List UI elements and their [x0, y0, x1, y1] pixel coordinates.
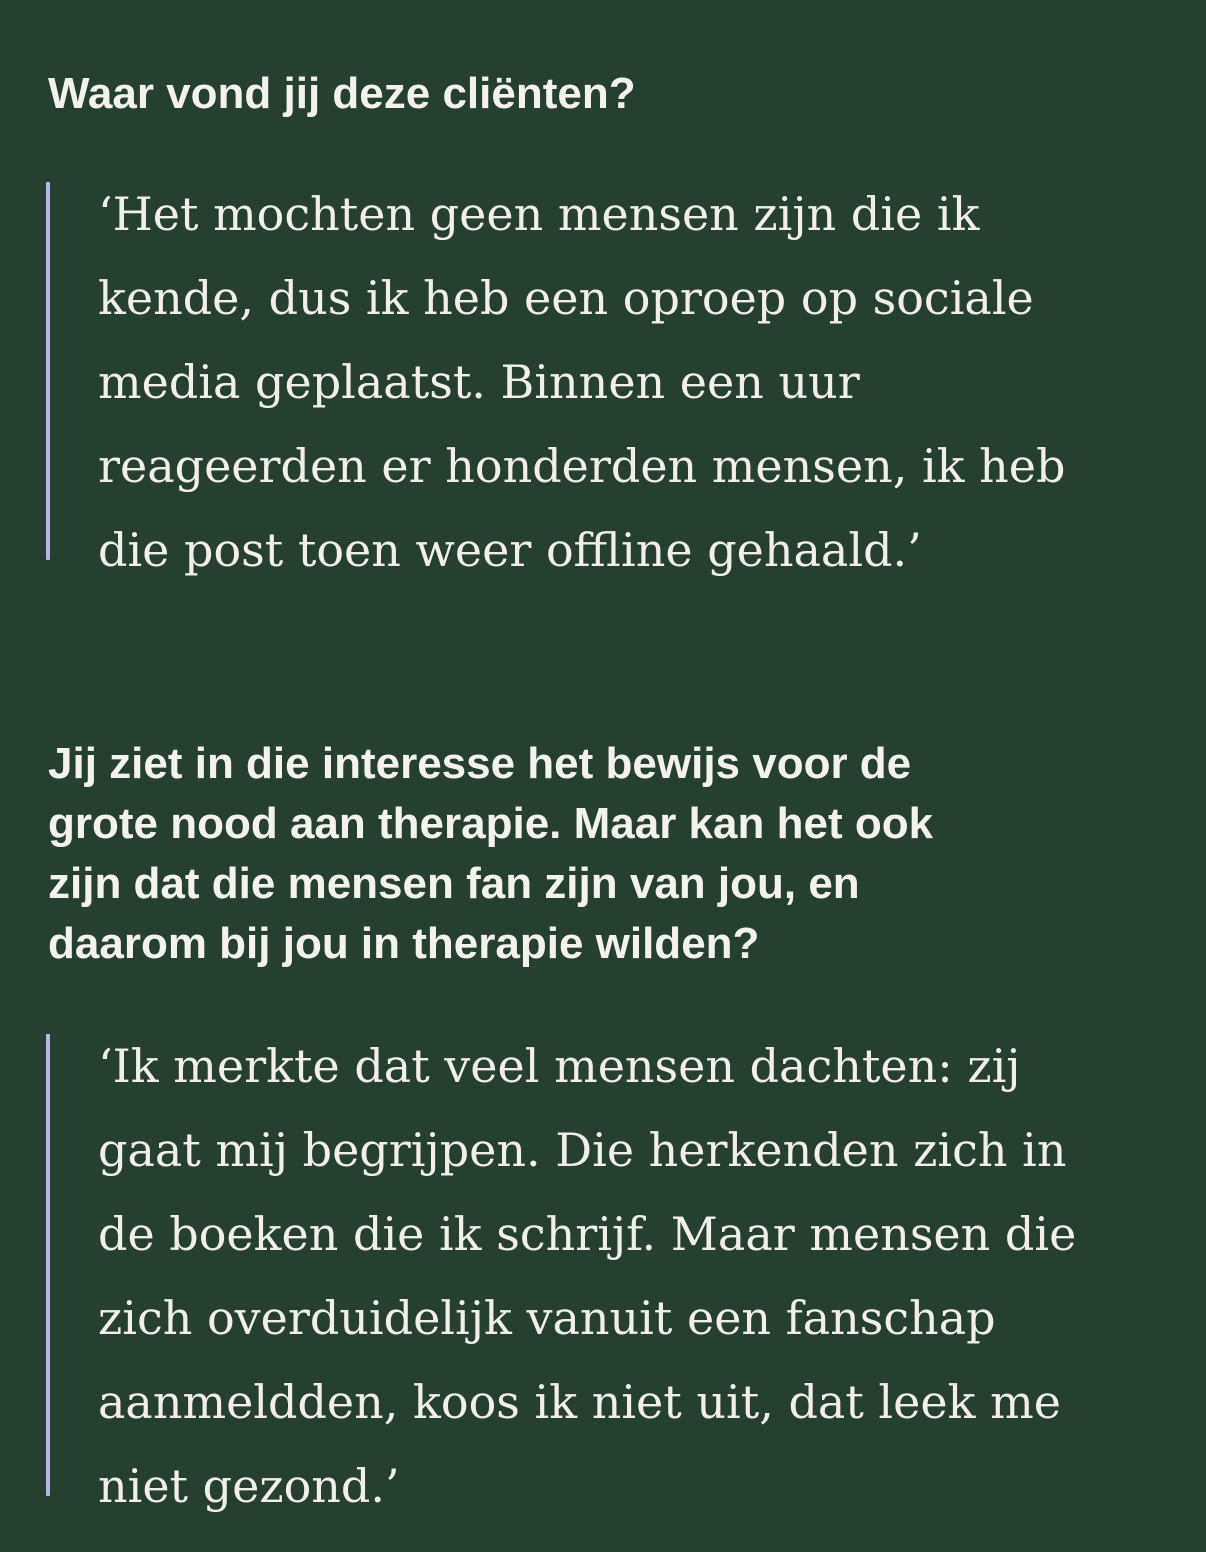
quote-text: ‘Ik merkte dat veel mensen dachten: zij gaat mij begrijpen. Die herkenden zich in de boeken die ik schrijf. Maar mensen die zich overduidelijk vanuit een fanschap aanmeldden, koos ik niet uit, dat leek me niet gezond.’ [98, 1039, 1077, 1513]
quote-block [46, 1024, 1156, 1528]
interview-question: Waar vond jij deze cliënten? [48, 69, 636, 118]
quote-text: ‘Het mochten geen mensen zijn die ik kende, dus ik heb een oproep op sociale media geplaatst. Binnen een uur reageerden er honderden mensen, ik heb die post toen weer offline gehaald.’ [98, 187, 1066, 577]
interview-question: Jij ziet in die interesse het bewijs voor de grote nood aan therapie. Maar kan het ook zijn dat die mensen fan zijn van jou, en daarom bij jou in therapie wilden? [48, 739, 934, 968]
quote-bar [46, 182, 50, 560]
quote-block [46, 172, 1156, 592]
quote-bar [46, 1034, 50, 1496]
